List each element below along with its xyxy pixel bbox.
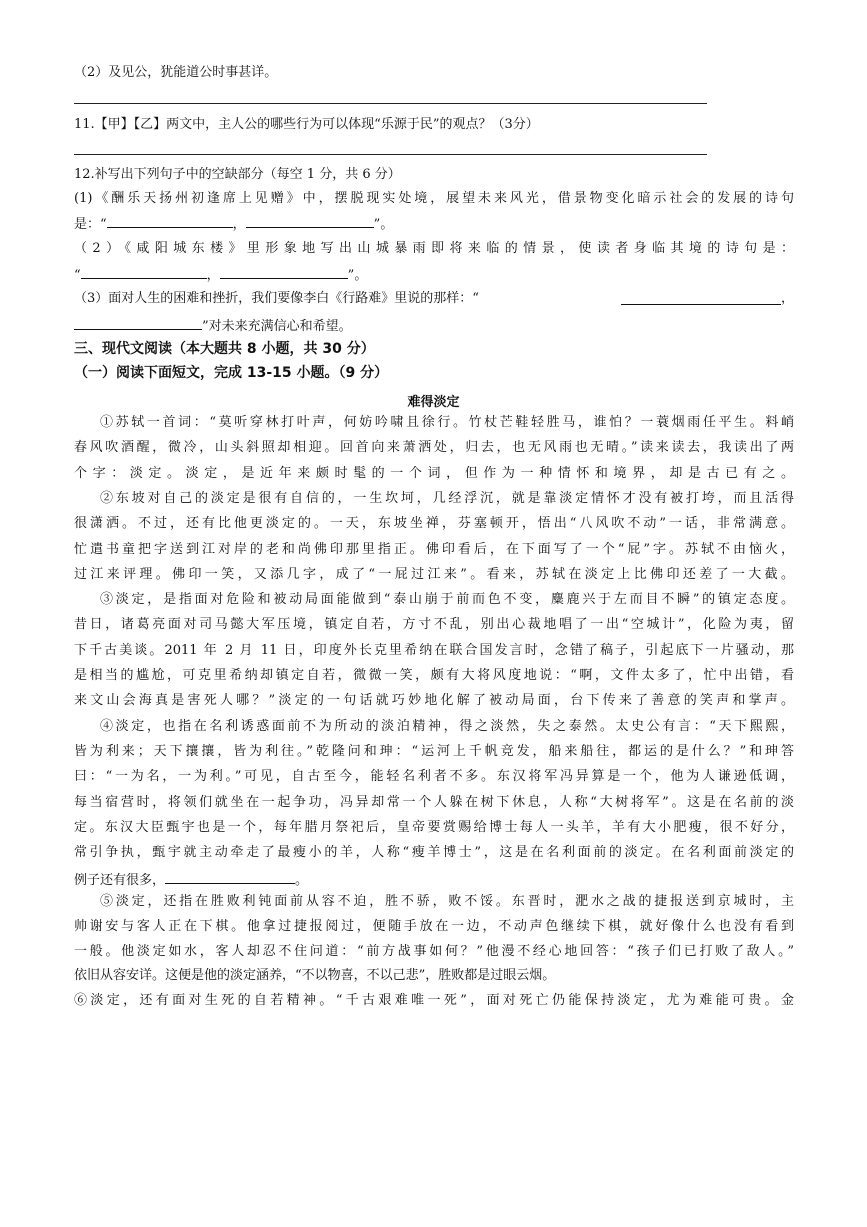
article-line: 个字：淡定。淡定，是近年来颇时髦的一个词，但作为一种情怀和境界，却是古已有之。	[74, 465, 794, 481]
fill-blank[interactable]	[621, 290, 781, 305]
article-line: 忙遣书童把字送到江对岸的老和尚佛印那里指正。佛印看后，在下面写了一个“屁”字。苏轼不由恼火，	[74, 541, 794, 557]
answer-line	[74, 154, 707, 155]
article-line: 定。东汉大臣甄宇也是一个，每年腊月祭祀后，皇帝要赏赐给博士每人一头羊，羊有大小肥瘦，很不好分，	[74, 819, 794, 835]
fill-blank[interactable]	[246, 213, 374, 228]
article-line: 下千古美谈。2011 年 2 月 11 日，印度外长克里希纳在联合国发言时，念错了稿子，引起底下一片骚动，那	[74, 642, 794, 658]
fill-blank[interactable]	[107, 213, 233, 228]
article-line: ④淡定，也指在名利诱惑面前不为所动的淡泊精神，得之淡然，失之泰然。太史公有言：“天下熙熙，	[100, 718, 794, 734]
para4-ending	[74, 869, 308, 890]
text: 例子还有很多，	[74, 873, 166, 888]
fill-blank[interactable]	[220, 264, 348, 279]
article-line: ①苏轼一首词：“莫听穿林打叶声，何妨吟啸且徐行。竹杖芒鞋轻胜马，谁怕？一蓑烟雨任平生。料峭	[100, 415, 794, 430]
para5-ending: 依旧从容安详。这便是他的淡定涵养，“不以物喜，不以己悲”，胜败都是过眼云烟。	[74, 968, 556, 983]
text: 。	[295, 873, 309, 888]
part-heading: （一）阅读下面短文，完成 13-15 小题。（9 分）	[74, 365, 389, 381]
article-line: 帅谢安与客人正在下棋。他拿过捷报阅过，便随手放在一边，不动声色继续下棋，就好像什么也没有看到	[74, 919, 794, 934]
article-line: 常引争执，甄宇就主动牵走了最瘦小的羊，人称“瘦羊博士”，这是在名利面前的淡定。在名利面前淡定的	[74, 845, 794, 861]
article-line: 皆为利来；天下攘攘，皆为利往。”乾隆问和珅：“运河上千帆竞发，船来船往，都运的是什么？”和珅答	[74, 743, 794, 759]
q10-sub2: （2）及见公，犹能道公时事甚详。	[74, 65, 278, 80]
q11-text: 11.【甲】【乙】两文中，主人公的哪些行为可以体现“乐源于民”的观点？（3分）	[74, 117, 539, 132]
text: ，	[780, 291, 794, 306]
article-line: 曰：“一为名，一为利。”可见，自古至今，能轻名利者不多。东汉将军冯异算是一个，他为人谦逊低调，	[74, 769, 794, 785]
article-line: 每当宿营时，将领们就坐在一起争功，冯异却常一个人躲在树下休息，人称“大树将军”。这是在名前的淡	[74, 794, 794, 810]
article-line: 过江来评理。佛印一笑，又添几字，成了“一屁过江来”。看来，苏轼在淡定上比佛印还差了一大截。	[74, 566, 794, 582]
fill-blank[interactable]	[165, 869, 295, 884]
article-line: 昔日，诸葛亮面对司马懿大军压境，镇定自若，方寸不乱，别出心裁地唱了一出“空城计”，化险为夷，留	[74, 617, 794, 633]
article-line: 是相当的尴尬，可克里希纳却镇定自若，微微一笑，颇有大将风度地说：“啊，文件太多了，忙中出错，看	[74, 668, 794, 683]
q12-item3-cont	[74, 315, 352, 336]
answer-line	[74, 103, 707, 104]
article-line: 春风吹酒醒，微冷，山头斜照却相迎。回首向来萧洒处，归去，也无风雨也无晴。”读来读去，我读出了两	[74, 440, 794, 456]
section-heading: 三、现代文阅读（本大题共 8 小题，共 30 分）	[74, 341, 375, 357]
q12-item1: (1)《酬乐天扬州初逢席上见赠》中，摆脱现实处境，展望未来风光，借景物变化暗示社会的发展的诗句	[74, 191, 794, 206]
text: ”。	[373, 217, 394, 232]
text: “	[74, 268, 81, 283]
article-line: ③淡定，是指面对危险和被动局面能做到“泰山崩于前而色不变，麋鹿兴于左而目不瞬”的镇定态度。	[100, 592, 794, 608]
q12-item1-blanks	[74, 213, 393, 234]
article-line: 来文山会海真是害死人哪？”淡定的一句话就巧妙地化解了被动局面，台下传来了善意的笑声和掌声。	[74, 693, 794, 709]
article-line: ⑤淡定，还指在胜败利钝面前从容不迫，胜不骄，败不馁。东晋时，淝水之战的捷报送到京城时，主	[100, 894, 794, 909]
q12-item2: （2）《咸阳城东楼》里形象地写出山城暴雨即将来临的情景，使读者身临其境的诗句是：	[74, 241, 794, 256]
text: ”对未来充满信心和希望。	[202, 319, 352, 334]
article-line: 一般。他淡定如水，客人却忍不住问道：“前方战事如何？”他漫不经心地回答：“孩子们已打败了敌人。”	[74, 944, 794, 959]
text: ，	[206, 268, 220, 283]
text: ，	[232, 217, 246, 232]
fill-blank[interactable]	[74, 315, 202, 330]
text: ”。	[347, 268, 368, 283]
text: （3）面对人生的困难和挫折，我们要像李白《行路难》里说的那样：“	[74, 291, 479, 306]
q12-title: 12.补写出下列句子中的空缺部分（每空 1 分，共 6 分）	[74, 167, 401, 182]
q12-item3	[74, 290, 794, 308]
fill-blank[interactable]	[81, 264, 207, 279]
q12-item2-blanks	[74, 264, 367, 285]
text: 是：“	[74, 217, 107, 232]
article-title: 难得淡定	[407, 395, 460, 410]
para6: ⑥淡定，还有面对生死的自若精神。“千古艰难唯一死”，面对死亡仍能保持淡定，尤为难能可贵。金	[74, 993, 794, 1008]
article-line: 很潇洒。不过，还有比他更淡定的。一天，东坡坐禅，芬塞顿开，悟出“八风吹不动”一话，非常满意。	[74, 516, 794, 532]
article-line: ②东坡对自己的淡定是很有自信的，一生坎坷，几经浮沉，就是靠淡定情怀才没有被打垮，而且活得	[100, 490, 794, 506]
